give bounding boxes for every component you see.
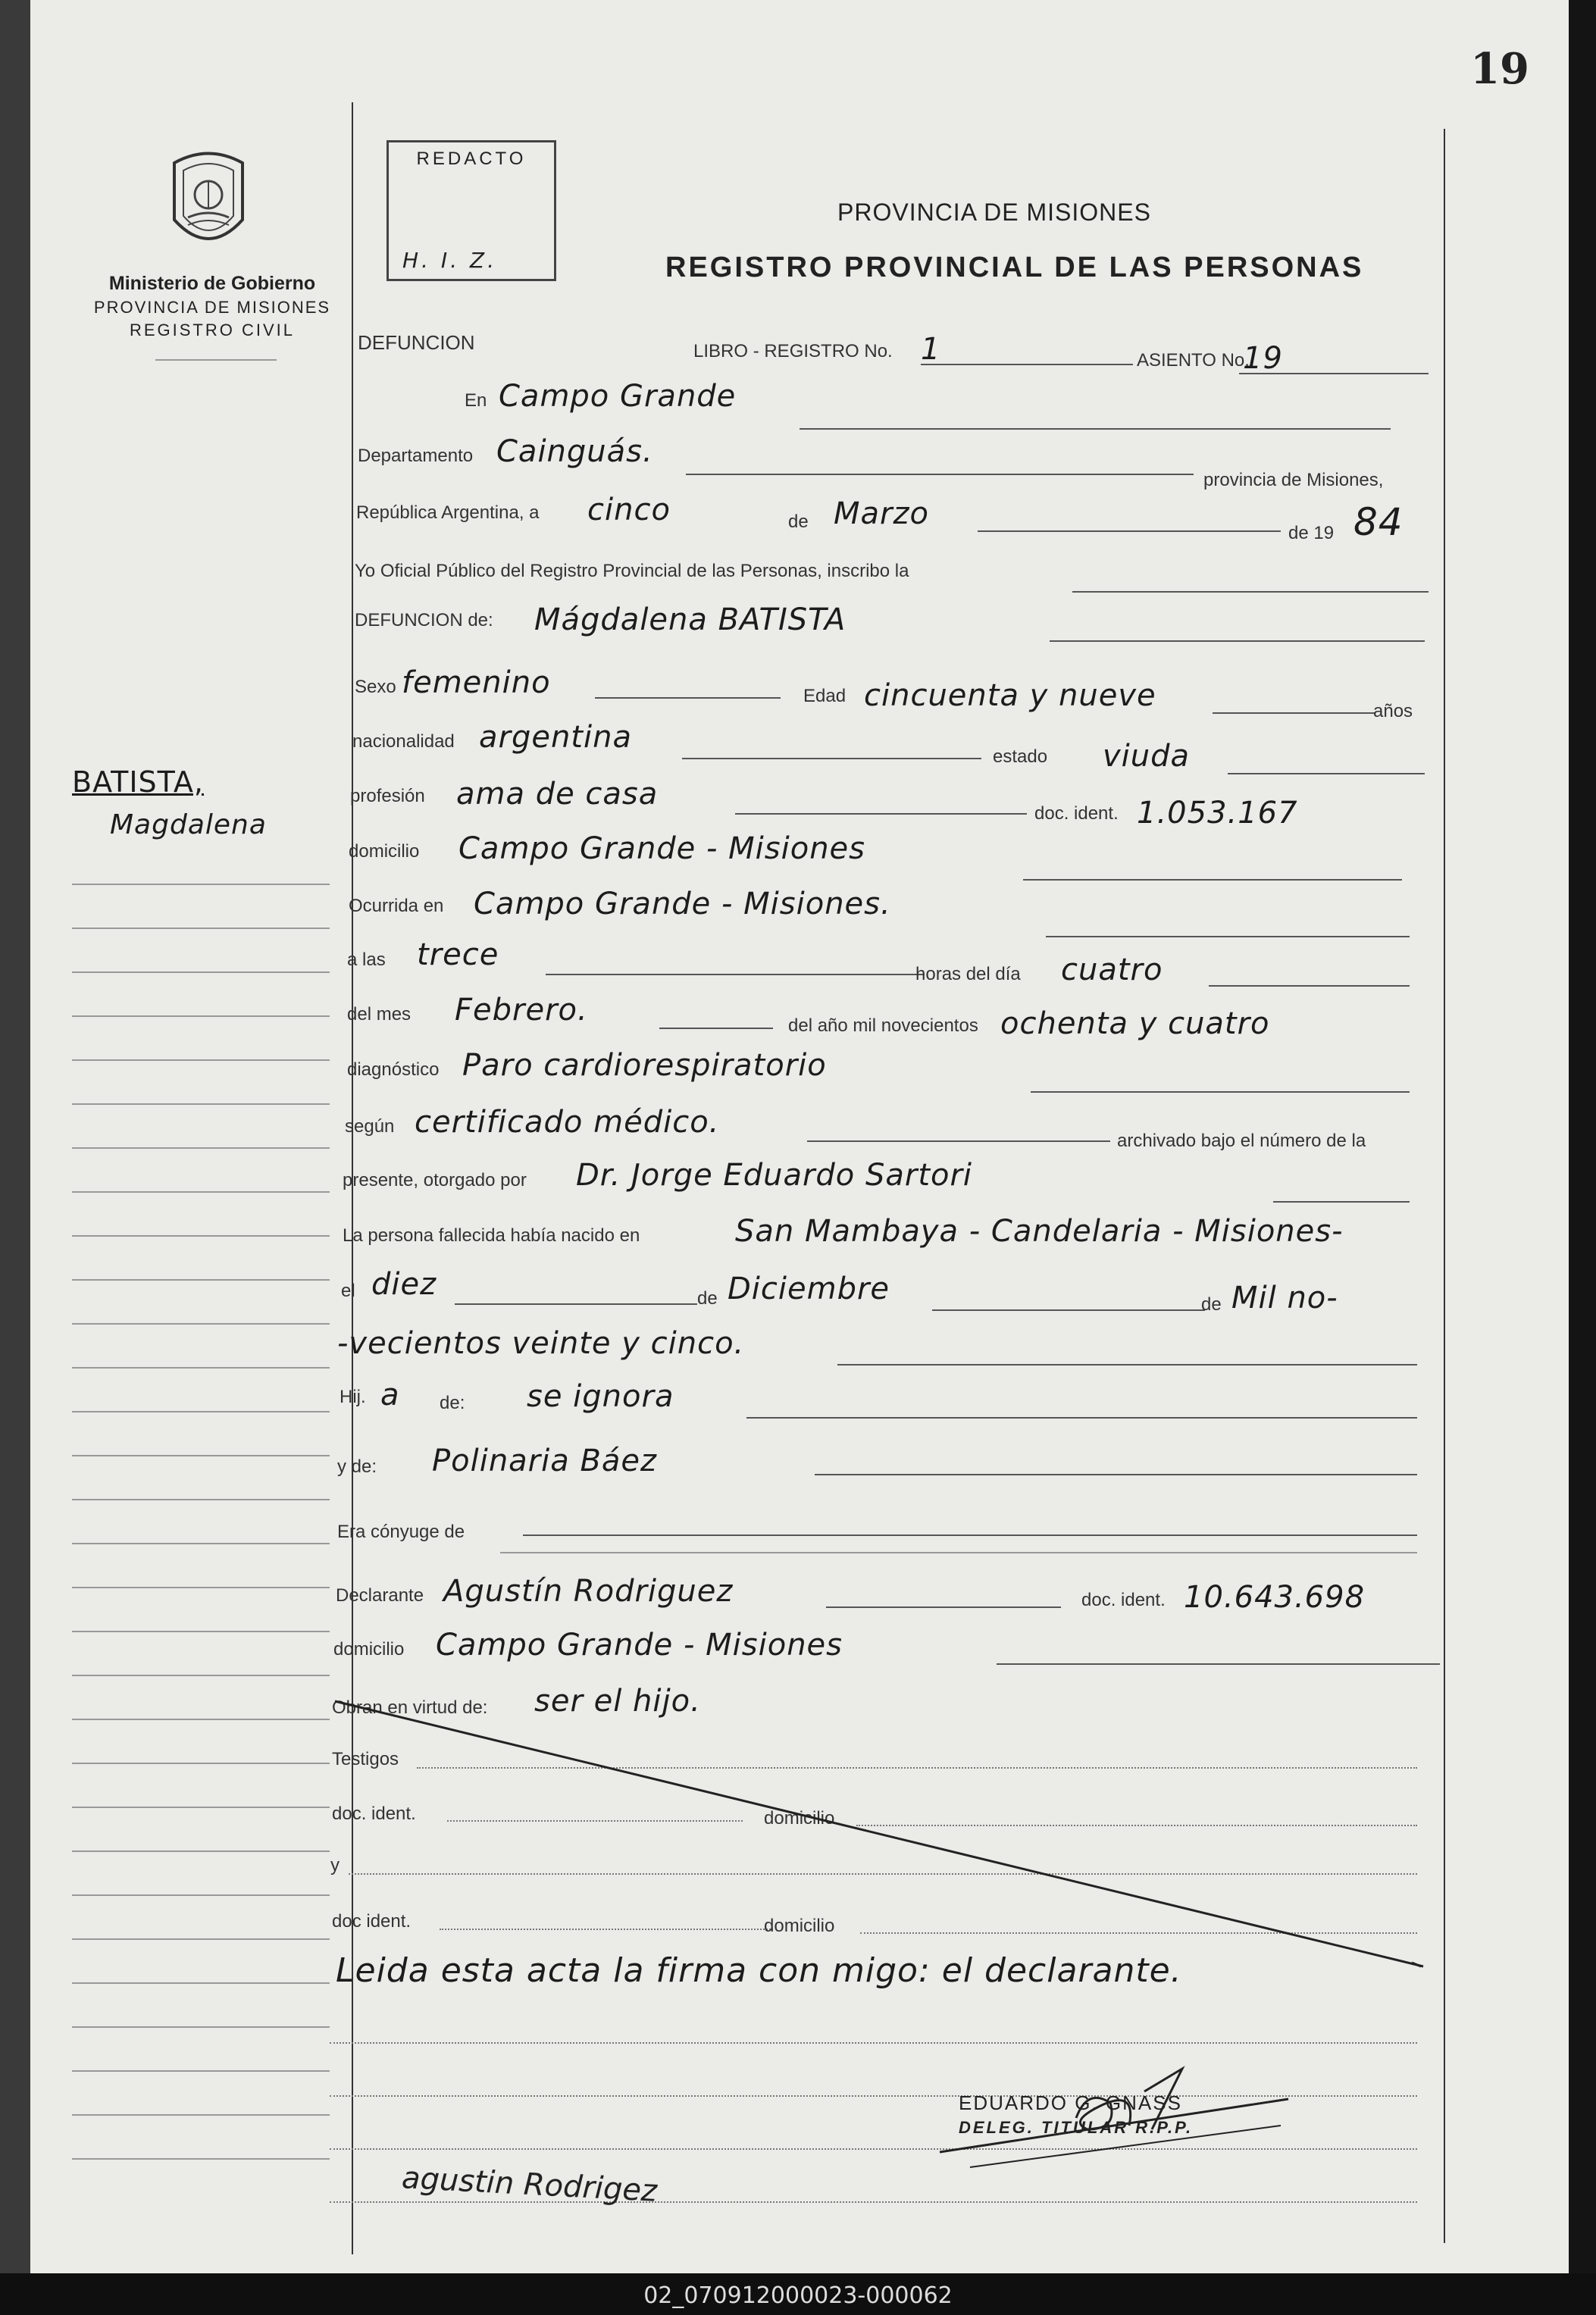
mes-value: Febrero.	[455, 993, 588, 1028]
nacido-value: San Mambaya - Candelaria - Misiones-	[735, 1214, 1344, 1249]
en-label: En	[465, 390, 487, 411]
de2-value: Diciembre	[728, 1272, 890, 1306]
declarante-value: Agustín Rodriguez	[443, 1574, 734, 1609]
asiento-label: ASIENTO No.	[1137, 350, 1250, 371]
anios-label: años	[1373, 701, 1413, 721]
domicilio-label: domicilio	[349, 841, 420, 862]
oficial-text: Yo Oficial Público del Registro Provincial de las Personas, inscribo la	[355, 561, 909, 581]
republica-dia: cinco	[587, 493, 671, 527]
domicilio1-label: domicilio	[764, 1808, 835, 1829]
segun-label: según	[345, 1116, 395, 1137]
registry-title: REGISTRO PROVINCIAL DE LAS PERSONAS	[665, 252, 1364, 283]
doc-ident2-label: doc ident.	[332, 1911, 412, 1932]
presente-value: Dr. Jorge Eduardo Sartori	[576, 1158, 973, 1193]
de2-label: de	[697, 1288, 718, 1309]
y-label: y	[330, 1855, 340, 1875]
birth-year-cont: -vecientos veinte y cinco.	[337, 1326, 745, 1361]
nacionalidad-label: nacionalidad	[352, 731, 455, 752]
doc-value: 1.053.167	[1137, 796, 1298, 831]
horas-label: horas del día	[915, 964, 1021, 984]
alas-value: trece	[417, 937, 499, 972]
blank-line-1	[330, 2042, 1417, 2044]
mes-label: del mes	[347, 1004, 412, 1025]
defuncion-value: Mágdalena BATISTA	[534, 602, 847, 637]
yde-label: y de:	[337, 1456, 377, 1477]
blank-line-4	[330, 2201, 1417, 2203]
alas-label: a las	[347, 949, 386, 970]
presente-label: presente, otorgado por	[343, 1170, 527, 1190]
republica-mes: Marzo	[834, 496, 929, 531]
el-value: diez	[371, 1267, 437, 1302]
edad-label: Edad	[803, 686, 847, 706]
libro-value: 1	[921, 332, 941, 367]
strike-through-line	[30, 0, 1569, 2273]
decl-doc-value: 10.643.698	[1184, 1580, 1366, 1615]
anio-prefix: de 19	[1288, 523, 1335, 543]
record-type: DEFUNCION	[358, 331, 475, 354]
doc-label: doc. ident.	[1034, 803, 1119, 824]
doc-ident1-label: doc. ident.	[332, 1804, 416, 1824]
segun-value: certificado médico.	[415, 1105, 720, 1140]
diagnostico-label: diagnóstico	[347, 1059, 440, 1080]
nacido-label: La persona fallecida había nacido en	[343, 1225, 640, 1246]
official-name: EDUARDO G. GNASS	[959, 2091, 1182, 2114]
ocurrida-value: Campo Grande - Misiones.	[474, 887, 891, 921]
departamento-value: Cainguás.	[496, 434, 653, 469]
declarante-label: Declarante	[336, 1585, 424, 1606]
estado-label: estado	[993, 746, 1048, 767]
official-stamp	[959, 2091, 1193, 2138]
el-label: el	[341, 1281, 355, 1301]
departamento-label: Departamento	[358, 446, 474, 466]
document-page	[30, 0, 1569, 2273]
footer-bar	[0, 2273, 1596, 2315]
binding-gutter	[0, 0, 30, 2273]
stamp-title: REDACTO	[416, 149, 527, 169]
decl-doc-label: doc. ident.	[1081, 1590, 1166, 1610]
yde-value: Polinaria Báez	[432, 1444, 658, 1478]
decl-dom-value: Campo Grande - Misiones	[436, 1628, 843, 1663]
margin-given: Magdalena	[110, 809, 267, 840]
de3-label: de	[1201, 1294, 1222, 1315]
anio-mil-label: del año mil novecientos	[788, 1015, 978, 1036]
ministry-line3: REGISTRO CIVIL	[129, 321, 296, 339]
sexo-label: Sexo	[355, 677, 396, 697]
anio-mil-value: ochenta y cuatro	[1000, 1006, 1270, 1041]
horas-value: cuatro	[1061, 953, 1163, 987]
provincia-suffix: provincia de Misiones,	[1203, 470, 1384, 490]
hija-suffix: a	[380, 1378, 400, 1412]
decl-dom-label: domicilio	[333, 1639, 405, 1660]
nacionalidad-value: argentina	[479, 720, 632, 755]
en-value: Campo Grande	[499, 379, 737, 414]
edad-value: cincuenta y nueve	[864, 678, 1156, 713]
obran-label: Obran en virtud de:	[332, 1697, 488, 1718]
estado-value: viuda	[1103, 739, 1191, 774]
profesion-value: ama de casa	[456, 777, 659, 812]
hija-value: se ignora	[527, 1379, 674, 1414]
ministry-line1: Ministerio de Gobierno	[108, 273, 316, 294]
ministry-line2: PROVINCIA DE MISIONES	[93, 298, 331, 317]
declarant-signature: agustin Rodrigez	[401, 2160, 659, 2209]
de3-value: Mil no-	[1231, 1281, 1338, 1315]
sexo-value: femenino	[402, 665, 551, 700]
defuncion-label: DEFUNCION de:	[355, 610, 493, 630]
libro-label: LIBRO - REGISTRO No.	[693, 341, 893, 361]
ocurrida-label: Ocurrida en	[349, 896, 444, 916]
domicilio2-label: domicilio	[764, 1916, 835, 1936]
page-number: 19	[1470, 44, 1529, 94]
testigos-label: Testigos	[332, 1749, 399, 1769]
archivado-label: archivado bajo el número de la	[1117, 1131, 1366, 1151]
province-title: PROVINCIA DE MISIONES	[837, 199, 1151, 226]
domicilio-value: Campo Grande - Misiones	[458, 831, 866, 866]
footer-id: 02_070912000023-000062	[643, 2282, 953, 2309]
republica-label: República Argentina, a	[356, 502, 540, 523]
leida-statement: Leida esta acta la firma con migo: el declarante.	[336, 1951, 1182, 1990]
margin-surname: BATISTA,	[72, 765, 204, 799]
stamp-value: H. I. Z.	[402, 248, 497, 273]
obran-value: ser el hijo.	[534, 1684, 701, 1719]
anio-value: 84	[1353, 500, 1404, 544]
conyuge-label: Era cónyuge de	[337, 1522, 465, 1542]
official-title: DELEG. TITULAR R.P.P.	[959, 2118, 1194, 2137]
hija-de-label: de:	[440, 1393, 465, 1413]
profesion-label: profesión	[350, 786, 425, 806]
hija-label: Hij.	[340, 1387, 366, 1407]
diagnostico-value: Paro cardiorespiratorio	[462, 1048, 827, 1083]
republica-de-label: de	[788, 511, 809, 532]
asiento-value: 19	[1243, 341, 1283, 376]
